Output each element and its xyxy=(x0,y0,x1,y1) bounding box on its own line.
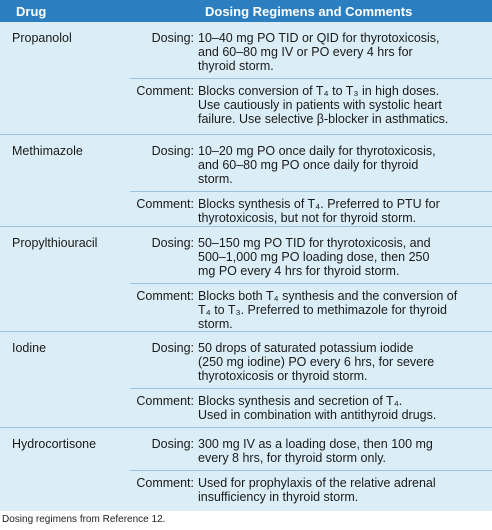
dosing-line: thyrotoxicosis or thyroid storm. xyxy=(198,369,368,383)
table-row xyxy=(0,428,492,511)
table-row xyxy=(0,22,492,135)
dosing-line: and 60–80 mg PO once daily for thyroid xyxy=(198,158,419,172)
dosing-text xyxy=(198,236,480,278)
comment-line: Blocks both T₄ synthesis and the conversion of xyxy=(198,289,458,303)
dosing-entry xyxy=(130,437,492,465)
drug-name: Propanolol xyxy=(12,31,72,45)
comment-line: Used for prophylaxis of the relative adrenal xyxy=(198,476,436,490)
comment-entry xyxy=(130,191,492,225)
table-header xyxy=(0,0,492,22)
comment-text xyxy=(198,289,480,331)
regimen-entries xyxy=(130,332,492,422)
regimen-entries xyxy=(130,22,492,126)
dosing-text xyxy=(198,144,480,186)
dosing-label: Dosing: xyxy=(151,31,194,45)
dosing-entry xyxy=(130,341,492,383)
dosing-line: 10–40 mg PO TID or QID for thyrotoxicosis, xyxy=(198,31,440,45)
comment-line: T₄ to T₃. Preferred to methimazole for thyroid xyxy=(198,303,447,317)
comment-line: storm. xyxy=(198,317,233,331)
comment-label: Comment: xyxy=(136,197,194,211)
drug-name: Iodine xyxy=(12,341,47,355)
dosing-line: 10–20 mg PO once daily for thyrotoxicosis, xyxy=(198,144,436,158)
dosing-text xyxy=(198,437,480,465)
comment-line: Blocks conversion of T₄ to T₃ in high doses. xyxy=(198,84,440,98)
header-regimens: Dosing Regimens and Comments xyxy=(205,3,413,19)
table-row xyxy=(0,135,492,227)
comment-label: Comment: xyxy=(136,394,194,408)
comment-entry xyxy=(130,78,492,126)
dosing-label: Dosing: xyxy=(151,144,194,158)
comment-line: Blocks synthesis of T₄. Preferred to PTU for xyxy=(198,197,440,211)
comment-line: Blocks synthesis and secretion of T₄. xyxy=(198,394,403,408)
dosing-line: 300 mg IV as a loading dose, then 100 mg xyxy=(198,437,433,451)
comment-entry xyxy=(130,388,492,422)
dosing-label: Dosing: xyxy=(151,341,194,355)
comment-line: insufficiency in thyroid storm. xyxy=(198,490,359,504)
regimen-entries xyxy=(130,428,492,504)
comment-text xyxy=(198,84,480,126)
dosing-line: storm. xyxy=(198,172,233,186)
dosing-line: and 60–80 mg IV or PO every 4 hrs for xyxy=(198,45,413,59)
comment-entry xyxy=(130,283,492,331)
dosing-entry xyxy=(130,31,492,73)
table-row xyxy=(0,227,492,332)
dosing-line: (250 mg iodine) PO every 6 hrs, for severe xyxy=(198,355,435,369)
dosing-line: thyroid storm. xyxy=(198,59,274,73)
dosing-text xyxy=(198,31,480,73)
comment-text xyxy=(198,476,480,504)
comment-text xyxy=(198,197,480,225)
comment-line: thyrotoxicosis, but not for thyroid storm. xyxy=(198,211,417,225)
dosing-label: Dosing: xyxy=(151,437,194,451)
table-caption: Dosing regimens from Reference 12. xyxy=(2,514,166,525)
comment-label: Comment: xyxy=(136,476,194,490)
table-row xyxy=(0,332,492,428)
dosing-text xyxy=(198,341,480,383)
comment-label: Comment: xyxy=(136,84,194,98)
table-body xyxy=(0,22,492,511)
dosing-line: 50 drops of saturated potassium iodide xyxy=(198,341,414,355)
drug-name: Hydrocortisone xyxy=(12,437,97,451)
drug-name: Methimazole xyxy=(12,144,83,158)
dosing-entry xyxy=(130,144,492,186)
dosing-label: Dosing: xyxy=(151,236,194,250)
dosing-line: every 8 hrs, for thyroid storm only. xyxy=(198,451,387,465)
header-drug: Drug xyxy=(16,3,47,19)
dosing-entry xyxy=(130,236,492,278)
comment-line: failure. Use selective β-blocker in asthmatics. xyxy=(198,112,449,126)
regimen-entries xyxy=(130,135,492,225)
comment-text xyxy=(198,394,480,422)
drug-name: Propylthiouracil xyxy=(12,236,98,250)
comment-entry xyxy=(130,470,492,504)
dosing-line: 50–150 mg PO TID for thyrotoxicosis, and xyxy=(198,236,431,250)
comment-line: Used in combination with antithyroid drugs. xyxy=(198,408,437,422)
comment-line: Use cautiously in patients with systolic heart xyxy=(198,98,442,112)
comment-label: Comment: xyxy=(136,289,194,303)
dosing-line: 500–1,000 mg PO loading dose, then 250 xyxy=(198,250,430,264)
dosing-line: mg PO every 4 hrs for thyroid storm. xyxy=(198,264,400,278)
regimen-entries xyxy=(130,227,492,331)
